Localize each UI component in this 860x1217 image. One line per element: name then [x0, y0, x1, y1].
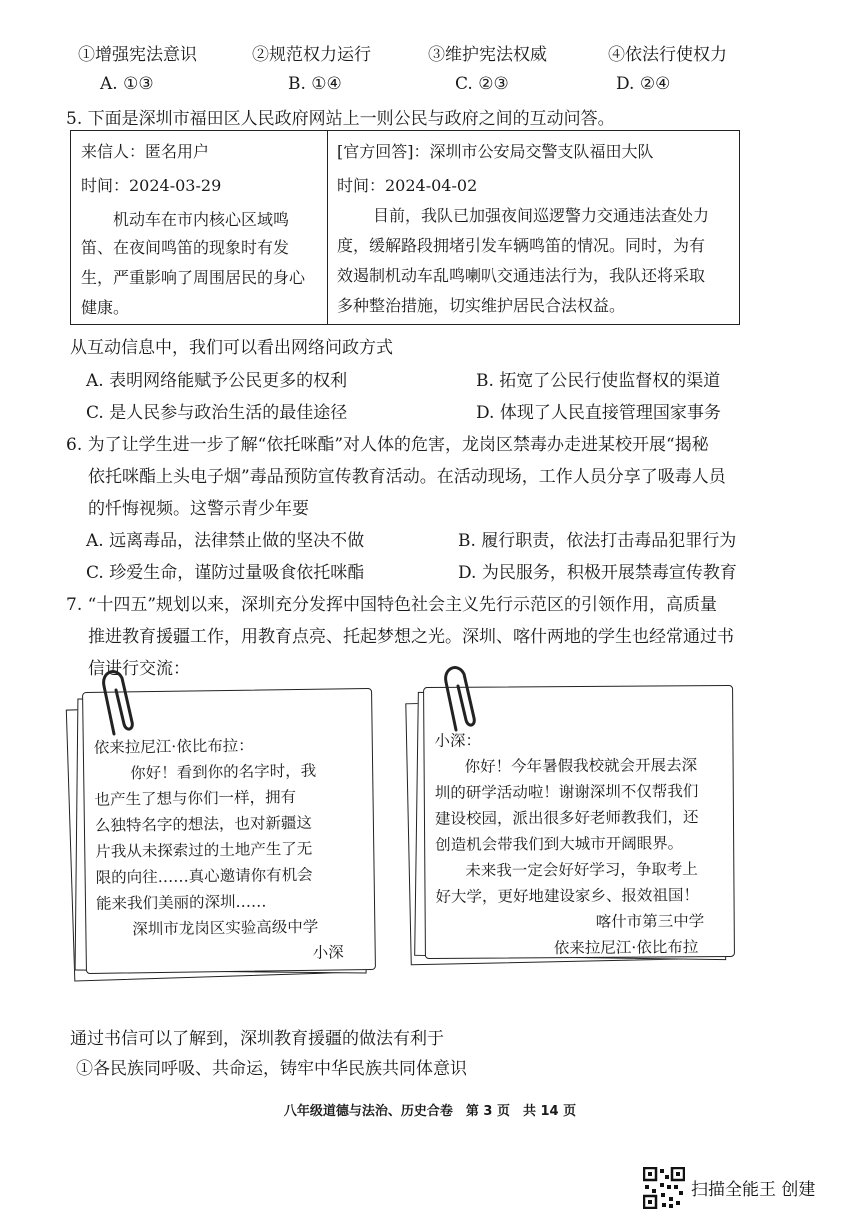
- letter-1-line: 你好！看到你的名字时，我: [130, 761, 317, 783]
- scanner-watermark: [643, 1161, 860, 1217]
- q4-option-4: ④依法行使权力: [608, 45, 727, 65]
- q5-choice-a: A. 表明网络能赋予公民更多的权利: [86, 371, 348, 391]
- letter-1-line: 能来我们美丽的深圳……: [95, 892, 267, 913]
- letter-2-school: 喀什市第三中学: [595, 912, 705, 931]
- citizen-body-line: 生，严重影响了周围居民的身心: [81, 268, 306, 287]
- q4-choice-d: D. ②④: [616, 74, 671, 94]
- letter-1-signature: 小深: [312, 943, 344, 962]
- official-reply-cell: [329, 131, 739, 324]
- letter-1-school: 深圳市龙岗区实验高级中学: [132, 917, 319, 939]
- q5-exchange-table: [70, 130, 740, 325]
- letter-1-line: 也产生了想与你们一样，拥有: [94, 788, 297, 809]
- letter-2-line: 建设校园，派出很多好老师教我们，还: [434, 808, 699, 829]
- letter-1-line: 么独特名字的想法，也对新疆这: [94, 813, 313, 835]
- official-body-line: 多种整治措施，切实维护居民合法权益。: [337, 296, 626, 315]
- q5-choice-d: D. 体现了人民直接管理国家事务: [476, 403, 721, 423]
- q4-choice-b: B. ①④: [288, 74, 342, 94]
- letter-2-line: 好大学，更好地建设家乡、报效祖国！: [435, 886, 700, 907]
- official-time: 时间：2024-04-02: [337, 176, 478, 195]
- page-footer: 八年级道德与法治、历史合卷 第 3 页 共 14 页: [283, 1104, 577, 1119]
- letter-2-greeting: 小深：: [434, 731, 482, 751]
- letter-1-greeting: 依来拉尼江·依比布拉：: [93, 736, 254, 757]
- q6-choice-b: B. 履行职责，依法打击毒品犯罪行为: [458, 531, 737, 551]
- q6-stem-line: 依托咪酯上头电子烟”毒品预防宣传教育活动。在活动现场，工作人员分享了吸毒人员: [88, 467, 726, 487]
- official-body-line: 效遏制机动车乱鸣喇叭交通违法行为，我队还将采取: [337, 266, 706, 285]
- q5-stem: 5. 下面是深圳市福田区人民政府网站上一则公民与政府之间的互动问答。: [66, 109, 615, 129]
- q7-stem-line: 7. “十四五”规划以来，深圳充分发挥中国特色社会主义先行示范区的引领作用，高质量: [66, 595, 718, 615]
- citizen-body-line: 健康。: [81, 298, 130, 317]
- q7-question: 通过书信可以了解到，深圳教育援疆的做法有利于: [70, 1029, 444, 1049]
- citizen-time: 时间：2024-03-29: [81, 176, 222, 195]
- letter-2-signature: 依来拉尼江·依比布拉: [553, 938, 699, 958]
- q6-choice-d: D. 为民服务，积极开展禁毒宣传教育: [458, 563, 737, 583]
- qr-code-icon: [643, 1167, 685, 1209]
- citizen-body-line: 笛、在夜间鸣笛的现象时有发: [81, 238, 290, 257]
- paperclip-icon: [96, 664, 146, 738]
- q6-stem-line: 6. 为了让学生进一步了解“依托咪酯”对人体的危害，龙岗区禁毒办走进某校开展“揭秘: [66, 435, 709, 455]
- q5-question: 从互动信息中，我们可以看出网络问政方式: [70, 338, 393, 358]
- citizen-body-line: 机动车在市内核心区域鸣: [113, 210, 290, 229]
- q7-stem-line: 推进教育援疆工作，用教育点亮、托起梦想之光。深圳、喀什两地的学生也经常通过书: [88, 627, 734, 647]
- official-body-line: 目前，我队已加强夜间巡逻警力交通违法查处力: [373, 206, 710, 225]
- table-divider: [327, 131, 328, 324]
- letter-2-line: 圳的研学活动啦！谢谢深圳不仅帮我们: [434, 782, 699, 803]
- letter-2-line: 未来我一定会好好学习，争取考上: [465, 860, 698, 880]
- q7-stem-line: 信进行交流：: [88, 659, 190, 679]
- letter-1-line: 片我从未探索过的土地产生了无: [95, 839, 313, 861]
- letter-2-line: 你好！今年暑假我校就会开展去深: [464, 756, 698, 776]
- q4-option-1: ①增强宪法意识: [78, 45, 197, 65]
- letter-2-line: 创造机会带我们到大城市开阔眼界。: [435, 834, 684, 855]
- q5-choice-c: C. 是人民参与政治生活的最佳途径: [86, 403, 348, 423]
- q4-choice-c: C. ②③: [455, 74, 509, 94]
- q6-stem-line: 的忏悔视频。这警示青少年要: [88, 499, 309, 519]
- paperclip-icon: [438, 660, 488, 734]
- watermark-label: 扫描全能王 创建: [691, 1180, 816, 1200]
- q4-option-3: ③维护宪法权威: [428, 45, 547, 65]
- citizen-sender: 来信人：匿名用户: [81, 142, 210, 161]
- citizen-letter-cell: [71, 131, 327, 324]
- letter-1-line: 限的向往……真心邀请你有机会: [95, 865, 313, 887]
- q4-choice-a: A. ①③: [100, 74, 154, 94]
- official-sender: [官方回答]：深圳市公安局交警支队福田大队: [337, 142, 654, 161]
- official-body-line: 度，缓解路段拥堵引发车辆鸣笛的情况。同时，为有: [337, 236, 706, 255]
- q6-choice-a: A. 远离毒品，法律禁止做的坚决不做: [86, 531, 365, 551]
- q6-choice-c: C. 珍爱生命，谨防过量吸食依托咪酯: [86, 563, 365, 583]
- q5-choice-b: B. 拓宽了公民行使监督权的渠道: [476, 371, 721, 391]
- q7-option-1: ①各民族同呼吸、共命运，铸牢中华民族共同体意识: [76, 1059, 467, 1079]
- q4-option-2: ②规范权力运行: [252, 45, 371, 65]
